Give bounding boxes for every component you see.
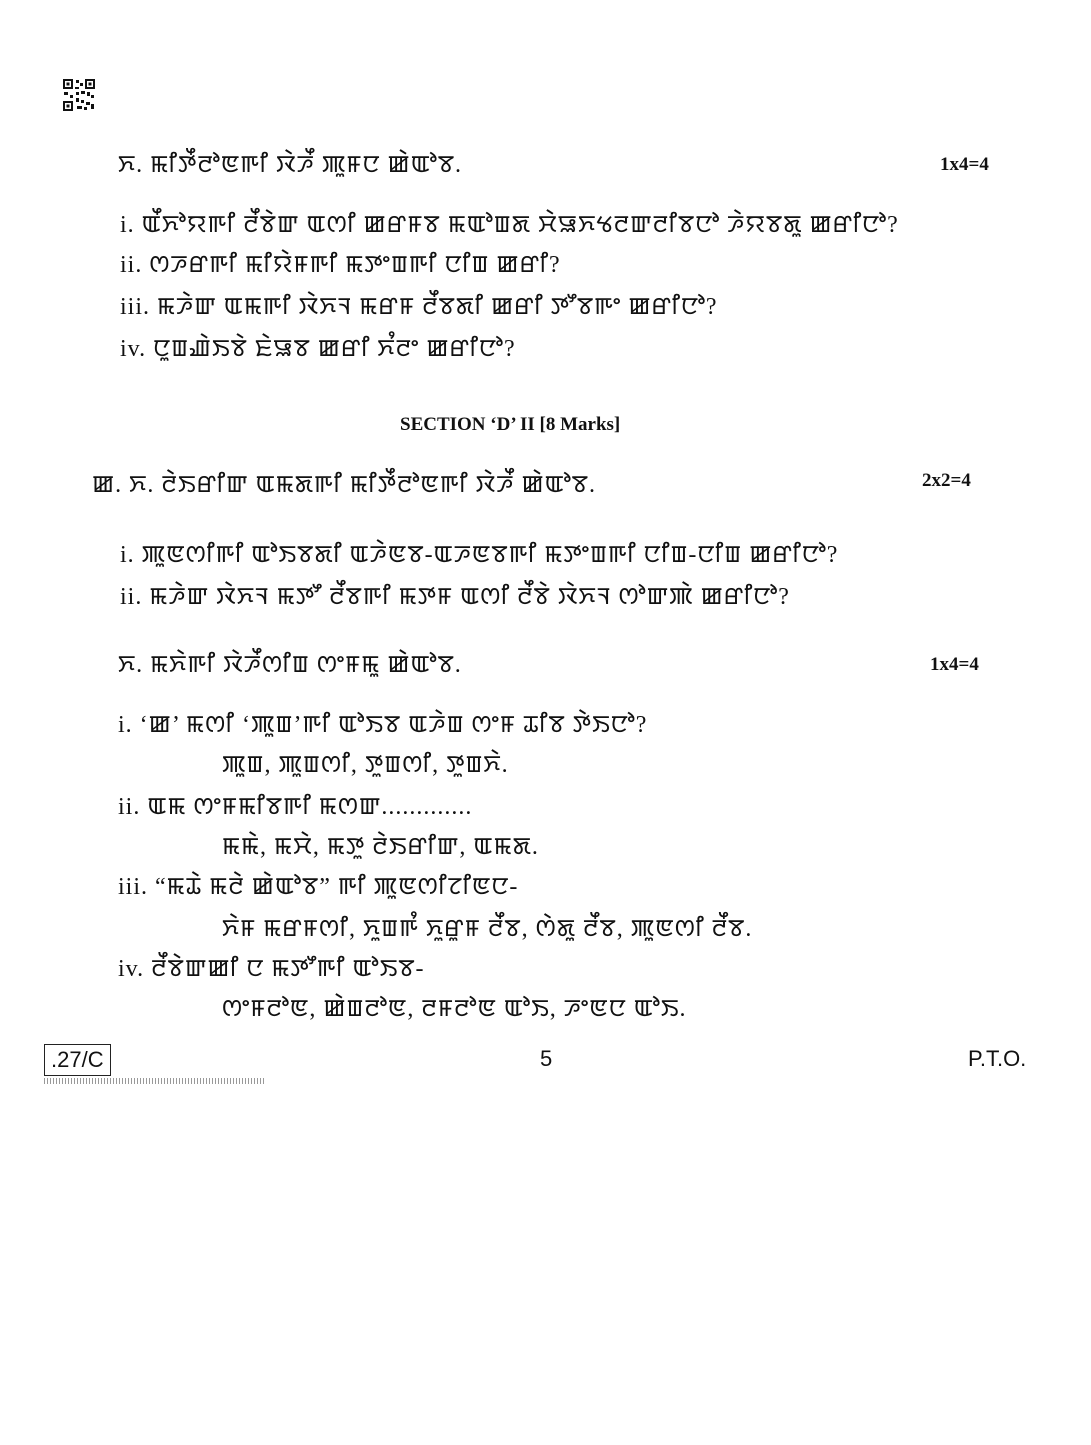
question-b2-item-question: ii. ꯑꯃ ꯁꯦꯝꯃꯤꯕꯒꯤ ꯃꯁꯛ............. xyxy=(118,794,473,820)
question-b1-item: ii. ꯁꯍꯔꯒꯤ ꯃꯤꯌꯥꯝꯒꯤ ꯃꯇꯦꯡꯒꯤ ꯅꯤꯡ ꯀꯔꯤ? xyxy=(120,252,561,278)
question-b2-item-options: ꯁꯦꯝꯂꯣꯟ, ꯀꯥꯡꯂꯣꯟ, ꯂꯝꯂꯣꯟ ꯑꯣꯏ, ꯍꯦꯟꯅ ꯑꯣꯏ. xyxy=(222,996,687,1022)
question-a2-item: i. ꯄꯨꯟꯁꯤꯒꯤ ꯑꯣꯏꯕꯗꯤ ꯑꯍꯥꯟꯕ-ꯑꯍꯟꯕꯒꯤ ꯃꯇꯦꯡꯒꯤ ꯅꯤꯡ-ꯅꯤꯡ ꯀꯔꯤꯅꯣ? xyxy=(120,542,839,568)
question-b1-label: ꯈ. ꯃꯤꯇꯩꯂꯣꯟꯒꯤ ꯋꯥꯍꯩ ꯄꯨꯝꯅ ꯀꯥꯑꯣꯕ. xyxy=(118,152,463,178)
question-b2-label: ꯈ. ꯃꯈꯥꯒꯤ ꯋꯥꯍꯩꯁꯤꯡ ꯁꯦꯝꯃꯨ ꯀꯥꯑꯣꯕ. xyxy=(118,652,462,678)
question-b2-marks: 1x4=4 xyxy=(930,654,979,675)
page-number: 5 xyxy=(540,1046,553,1071)
question-b1-marks: 1x4=4 xyxy=(940,154,989,175)
question-a2-label: ꯀ. ꯈ. ꯂꯥꯏꯔꯤꯛ ꯑꯃꯗꯒꯤ ꯃꯤꯇꯩꯂꯣꯟꯒꯤ ꯋꯥꯍꯩ ꯀꯥꯑꯣꯕ. xyxy=(92,472,596,498)
barcode-strip xyxy=(44,1078,264,1084)
qr-code-icon xyxy=(62,78,96,112)
question-b2-item-options: ꯄꯨꯡ, ꯄꯨꯡꯁꯤ, ꯇꯨꯡꯁꯤ, ꯇꯨꯡꯈꯥ. xyxy=(222,752,509,778)
question-b1-item: i. ꯑꯩꯈꯣꯌꯒꯤ ꯂꯩꯕꯥꯛ ꯑꯁꯤ ꯀꯔꯝꯕ ꯃꯑꯣꯡꯗ ꯆꯥꯎꯈꯠꯂꯛꯂꯤꯕꯅꯣ ꯍꯥꯌꯕꯗꯨ ꯀꯔꯤꯅꯣ? xyxy=(120,212,899,238)
question-a2-marks: 2x2=4 xyxy=(922,470,971,491)
question-b2-item-question: iii. “ꯃꯊꯥ ꯃꯂꯥ ꯀꯥꯑꯣꯕ” ꯒꯤ ꯄꯨꯟꯁꯤꯖꯤꯟꯅ- xyxy=(118,874,519,900)
question-b1-item: iii. ꯃꯍꯥꯛ ꯑꯃꯒꯤ ꯋꯥꯈꯜ ꯃꯔꯝ ꯂꯩꯕꯗꯤ ꯀꯔꯤ ꯇꯧꯕꯒꯦ ꯀꯔꯤꯅꯣ? xyxy=(120,294,718,320)
section-heading: SECTION ‘D’ II [8 Marks] xyxy=(400,414,621,435)
question-b2-item-question: iv. ꯂꯩꯕꯥꯛꯀꯤ ꯅ ꯃꯇꯧꯒꯤ ꯑꯣꯏꯕ- xyxy=(118,956,425,982)
question-a2-item: ii. ꯃꯍꯥꯛ ꯋꯥꯈꯜ ꯃꯇꯧ ꯂꯩꯕꯒꯤ ꯃꯇꯝ ꯑꯁꯤ ꯂꯩꯕꯥ ꯋꯥꯈꯜ ꯁꯣꯛꯄꯥ ꯀꯔꯤꯅꯣ? xyxy=(120,584,790,610)
paper-code: .27/C xyxy=(44,1044,111,1076)
question-b2-item-options: ꯃꯃꯥ, ꯃꯆꯥ, ꯃꯇꯨ ꯂꯥꯏꯔꯤꯛ, ꯑꯃꯗ. xyxy=(222,834,539,860)
question-b2-item-options: ꯈꯥꯝ ꯃꯔꯝꯁꯤ, ꯈꯨꯡꯒꯪ ꯈꯨꯔꯨꯝ ꯂꯩꯕ, ꯁꯥꯗꯨ ꯂꯩꯕ, ꯄꯨꯟꯁꯤ ꯂꯩꯕ. xyxy=(222,916,753,942)
question-b1-item: iv. ꯅꯨꯡꯉꯥꯏꯕꯥ ꯐꯥꯎꯕ ꯀꯔꯤ ꯈꯪꯂꯦ ꯀꯔꯤꯅꯣ? xyxy=(120,336,516,362)
pto-label: P.T.O. xyxy=(968,1046,1027,1071)
question-b2-item-question: i. ‘ꯀ’ ꯃꯁꯤ ‘ꯄꯨꯡ’ꯒꯤ ꯑꯣꯏꯕ ꯑꯍꯥꯡ ꯁꯦꯝ ꯊꯤꯕ ꯇꯥꯏꯅꯣ? xyxy=(118,712,648,738)
